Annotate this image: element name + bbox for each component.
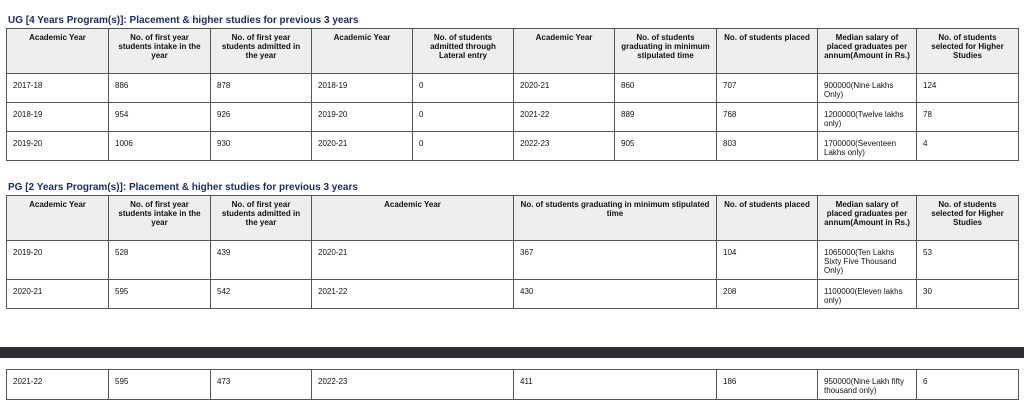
table-cell: 889 xyxy=(615,103,717,132)
table-cell: 53 xyxy=(917,241,1019,280)
column-header: No. of first year students admitted in the year xyxy=(211,29,312,74)
ug-placement-table xyxy=(6,28,1019,161)
table-cell: 208 xyxy=(717,280,818,309)
table-row xyxy=(7,132,1019,161)
column-header: Academic Year xyxy=(312,29,413,74)
table-cell: 2020-21 xyxy=(514,74,615,103)
table-cell: 595 xyxy=(109,370,211,400)
table-cell: 2018-19 xyxy=(312,74,413,103)
table-cell: 4 xyxy=(917,132,1019,161)
table-cell: 430 xyxy=(514,280,717,309)
table-cell: 926 xyxy=(211,103,312,132)
table-cell: 411 xyxy=(514,370,717,400)
table-cell: 954 xyxy=(109,103,211,132)
table-cell: 2017-18 xyxy=(7,74,109,103)
table-cell: 2022-23 xyxy=(514,132,615,161)
column-header: Academic Year xyxy=(7,196,109,241)
table-row xyxy=(7,280,1019,309)
column-header: No. of students selected for Higher Studies xyxy=(917,196,1019,241)
table-cell: 30 xyxy=(917,280,1019,309)
table-cell: 104 xyxy=(717,241,818,280)
table-cell: 2021-22 xyxy=(514,103,615,132)
table-cell: 473 xyxy=(211,370,312,400)
table-cell: 900000(Nine Lakhs Only) xyxy=(818,74,917,103)
table-cell: 542 xyxy=(211,280,312,309)
table-cell: 905 xyxy=(615,132,717,161)
pg-header-row xyxy=(7,196,1019,241)
table-cell: 1065000(Ten Lakhs Sixty Five Thousand Only) xyxy=(818,241,917,280)
column-header: No. of students placed xyxy=(717,29,818,74)
column-header: No. of students selected for Higher Studies xyxy=(917,29,1019,74)
column-header: Median salary of placed graduates per annum(Amount in Rs.) xyxy=(818,29,917,74)
table-row xyxy=(7,74,1019,103)
column-header: No. of students placed xyxy=(717,196,818,241)
table-cell: 0 xyxy=(413,103,514,132)
table-cell: 878 xyxy=(211,74,312,103)
table-cell: 707 xyxy=(717,74,818,103)
table-cell: 803 xyxy=(717,132,818,161)
table-cell: 1200000(Twelve lakhs only) xyxy=(818,103,917,132)
column-header: No. of students admitted through Lateral entry xyxy=(413,29,514,74)
column-header: No. of first year students admitted in the year xyxy=(211,196,312,241)
column-header: Academic Year xyxy=(312,196,514,241)
table-cell: 950000(Nine Lakh fifty thousand only) xyxy=(818,370,917,400)
table-row xyxy=(7,370,1019,400)
table-cell: 886 xyxy=(109,74,211,103)
table-cell: 6 xyxy=(917,370,1019,400)
column-header: No. of students graduating in minimum stipulated time xyxy=(615,29,717,74)
table-cell: 0 xyxy=(413,132,514,161)
column-header: No. of students graduating in minimum stipulated time xyxy=(514,196,717,241)
table-cell: 1006 xyxy=(109,132,211,161)
table-cell: 2019-20 xyxy=(7,241,109,280)
table-cell: 2018-19 xyxy=(7,103,109,132)
table-cell: 78 xyxy=(917,103,1019,132)
column-header: Academic Year xyxy=(7,29,109,74)
table-cell: 2020-21 xyxy=(312,132,413,161)
table-cell: 439 xyxy=(211,241,312,280)
ug-header-row xyxy=(7,29,1019,74)
pg-placement-table xyxy=(6,195,1019,309)
table-cell: 2021-22 xyxy=(7,370,109,400)
table-cell: 186 xyxy=(717,370,818,400)
table-cell: 1100000(Eleven lakhs only) xyxy=(818,280,917,309)
table-row xyxy=(7,103,1019,132)
table-cell: 930 xyxy=(211,132,312,161)
pg-section-title: PG [2 Years Program(s)]: Placement & higher studies for previous 3 years xyxy=(8,182,358,193)
ug-section-title: UG [4 Years Program(s)]: Placement & higher studies for previous 3 years xyxy=(8,15,359,26)
table-cell: 367 xyxy=(514,241,717,280)
table-cell: 2020-21 xyxy=(7,280,109,309)
table-cell: 768 xyxy=(717,103,818,132)
table-cell: 2021-22 xyxy=(312,280,514,309)
column-header: No. of first year students intake in the year xyxy=(109,29,211,74)
table-cell: 0 xyxy=(413,74,514,103)
column-header: No. of first year students intake in the year xyxy=(109,196,211,241)
table-cell: 124 xyxy=(917,74,1019,103)
table-cell: 2019-20 xyxy=(7,132,109,161)
pg-placement-table-continued xyxy=(6,369,1019,400)
table-cell: 860 xyxy=(615,74,717,103)
table-cell: 2019-20 xyxy=(312,103,413,132)
table-cell: 595 xyxy=(109,280,211,309)
table-cell: 1700000(Seventeen Lakhs only) xyxy=(818,132,917,161)
page-divider-bar xyxy=(0,347,1024,358)
table-row xyxy=(7,241,1019,280)
column-header: Median salary of placed graduates per annum(Amount in Rs.) xyxy=(818,196,917,241)
table-cell: 2022-23 xyxy=(312,370,514,400)
table-cell: 2020-21 xyxy=(312,241,514,280)
column-header: Academic Year xyxy=(514,29,615,74)
table-cell: 528 xyxy=(109,241,211,280)
